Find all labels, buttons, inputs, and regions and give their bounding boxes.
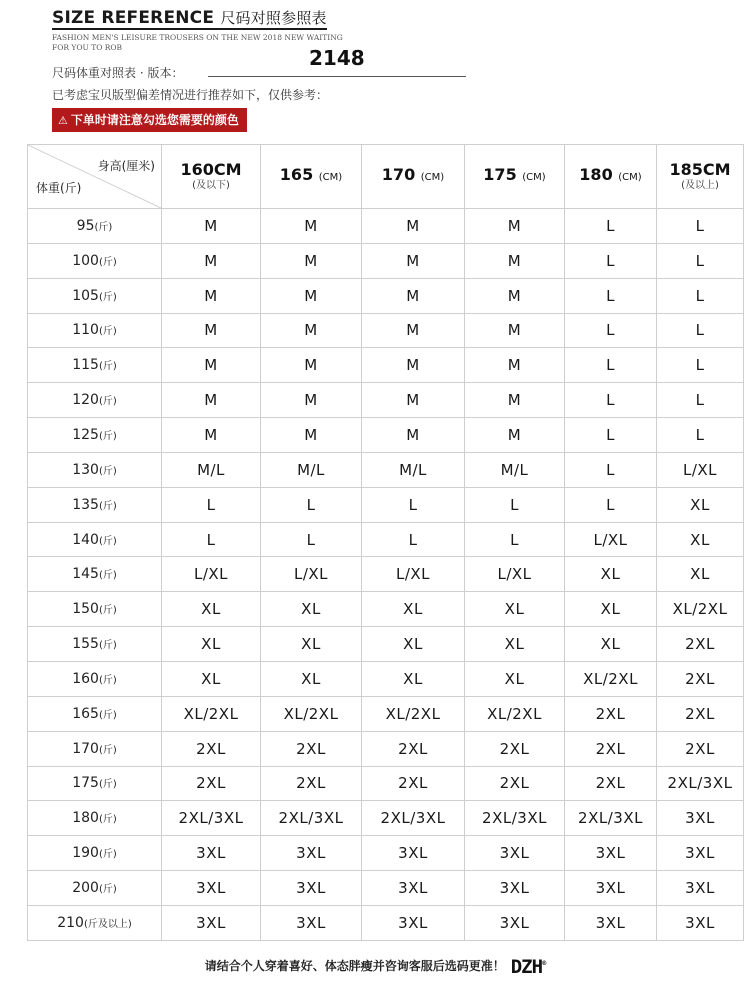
table-row [28,278,744,313]
size-cell: M [362,313,465,348]
height-header-0 [162,145,261,209]
size-cell: M [162,278,261,313]
size-cell: M [162,348,261,383]
weight-cell [28,487,162,522]
size-cell: L [565,209,657,244]
weight-unit: (斤) [98,605,117,617]
weight-unit: (斤) [98,430,117,442]
weight-cell [28,557,162,592]
weight-cell [28,452,162,487]
weight-cell [28,836,162,871]
size-cell: 2XL/3XL [465,801,565,836]
size-cell: XL/2XL [465,696,565,731]
size-cell: XL/2XL [657,592,744,627]
size-cell: 3XL [261,871,362,906]
weight-unit: (斤) [98,640,117,652]
size-cell: XL [657,557,744,592]
size-cell: 3XL [565,905,657,940]
weight-unit: (斤) [98,849,117,861]
size-cell: 3XL [162,871,261,906]
height-value [465,166,564,187]
size-cell: M/L [261,452,362,487]
height-unit: (CM) [420,172,445,183]
size-cell: 2XL [465,766,565,801]
weight-cell [28,278,162,313]
height-header-2 [362,145,465,209]
size-cell: M [465,348,565,383]
size-cell: M [261,348,362,383]
weight-cell [28,522,162,557]
weight-value: 150 [72,601,99,618]
footer [0,956,750,978]
size-cell: 3XL [261,905,362,940]
weight-value: 155 [72,636,99,653]
size-cell: M [261,383,362,418]
size-cell: M [465,243,565,278]
size-cell: 2XL [657,696,744,731]
size-cell: M [362,278,465,313]
subtitle: FASHION MEN'S LEISURE TROUSERS ON THE NEW 2018 NEW WAITING FOR YOU TO ROB [52,33,343,52]
size-cell: XL [261,592,362,627]
size-cell: L/XL [465,557,565,592]
footer-note: 请结合个人穿着喜好、体态胖瘦并咨询客服后选码更准！ [204,959,505,973]
height-header-4 [565,145,657,209]
size-cell: M [261,278,362,313]
height-number: 165 [279,165,314,184]
weight-unit: (斤) [98,256,117,268]
size-cell: L [565,243,657,278]
weight-value: 165 [72,705,99,722]
size-cell: 3XL [565,871,657,906]
size-cell: M [261,313,362,348]
brand-logo [511,956,546,978]
height-header-1 [261,145,362,209]
size-cell: 3XL [362,871,465,906]
size-cell: M [261,418,362,453]
height-qualifier: (及以下) [192,180,230,191]
size-cell: XL [261,661,362,696]
size-cell: M [362,348,465,383]
size-cell: 2XL [162,766,261,801]
weight-cell [28,383,162,418]
size-cell: 2XL/3XL [162,801,261,836]
size-cell: M [465,278,565,313]
size-cell: M [362,383,465,418]
size-cell: XL [657,487,744,522]
size-cell: L [657,313,744,348]
table-row [28,766,744,801]
size-cell: 2XL [565,696,657,731]
size-cell: 3XL [162,905,261,940]
size-cell: XL [362,661,465,696]
diagonal-divider [28,145,161,208]
weight-value: 120 [72,392,99,409]
version-underline [208,76,466,77]
version-number: 2148 [309,46,365,70]
size-cell: 3XL [465,871,565,906]
size-cell: L [565,383,657,418]
table-row [28,243,744,278]
size-cell: L [465,522,565,557]
size-cell: L [362,487,465,522]
weight-unit: (斤) [98,535,117,547]
size-cell: M [362,209,465,244]
table-row [28,383,744,418]
weight-unit: (斤) [98,570,117,582]
size-cell: M [162,383,261,418]
size-cell: 2XL [565,766,657,801]
size-cell: 2XL [162,731,261,766]
logo-text: DZH [510,956,543,978]
table-row [28,452,744,487]
size-cell: M/L [465,452,565,487]
table-row [28,905,744,940]
size-cell: 2XL/3XL [362,801,465,836]
size-cell: L [465,487,565,522]
size-cell: XL [465,592,565,627]
size-cell: XL/2XL [565,661,657,696]
weight-value: 190 [72,845,99,862]
size-cell: 2XL/3XL [657,766,744,801]
size-cell: M [465,383,565,418]
size-cell: 2XL [657,627,744,662]
weight-value: 175 [72,775,99,792]
size-cell: 2XL [465,731,565,766]
height-unit: (CM) [522,172,546,183]
table-row [28,731,744,766]
weight-value: 200 [72,879,99,896]
table-row [28,522,744,557]
height-header-5 [657,145,744,209]
size-cell: M [362,418,465,453]
size-cell: L [162,522,261,557]
weight-value: 170 [72,740,99,757]
size-cell: L [162,487,261,522]
table-row [28,871,744,906]
title-block [52,8,452,53]
table-row [28,801,744,836]
size-cell: L [657,383,744,418]
weight-value: 110 [72,322,99,339]
size-cell: M/L [362,452,465,487]
size-cell: L [565,313,657,348]
table-row [28,313,744,348]
weight-unit: (斤) [98,674,117,686]
size-cell: XL [465,627,565,662]
table-row [28,627,744,662]
size-cell: XL [565,592,657,627]
size-cell: M [261,243,362,278]
weight-cell [28,627,162,662]
size-cell: M [261,209,362,244]
weight-cell [28,348,162,383]
height-value [657,161,743,179]
size-cell: 3XL [657,801,744,836]
size-cell: M [162,243,261,278]
size-cell: M [465,418,565,453]
weight-cell [28,661,162,696]
size-cell: M [465,313,565,348]
size-chart-table [27,144,744,941]
height-number: 160CM [180,160,242,179]
size-cell: XL [565,627,657,662]
size-cell: XL/2XL [162,696,261,731]
size-cell: L [657,278,744,313]
page-title [52,8,327,30]
weight-unit: (斤) [98,744,117,756]
table-row [28,348,744,383]
color-warning-banner [52,108,247,132]
size-cell: XL [465,661,565,696]
size-cell: 2XL [261,766,362,801]
size-cell: 3XL [362,836,465,871]
height-unit: (CM) [318,172,343,183]
weight-cell [28,696,162,731]
weight-axis-label: 体重(斤) [36,181,82,195]
weight-unit: (斤) [98,291,117,303]
size-cell: 3XL [565,836,657,871]
size-cell: 3XL [657,836,744,871]
weight-unit: (斤) [98,396,117,408]
size-cell: 3XL [465,905,565,940]
size-cell: L [565,278,657,313]
size-cell: L/XL [362,557,465,592]
weight-cell [28,801,162,836]
title-english: SIZE REFERENCE [52,8,215,28]
size-cell: L [261,487,362,522]
weight-value: 160 [72,670,99,687]
size-cell: L [261,522,362,557]
warning-triangle-icon: ⚠ [58,114,68,127]
height-number: 170 [381,165,416,184]
weight-cell [28,418,162,453]
weight-cell [28,209,162,244]
weight-value: 115 [72,357,99,374]
weight-value: 95 [76,217,95,234]
size-cell: 3XL [362,905,465,940]
size-cell: 2XL [565,731,657,766]
weight-value: 145 [72,566,99,583]
size-cell: M [162,313,261,348]
size-cell: XL/2XL [362,696,465,731]
size-cell: L [657,348,744,383]
size-cell: XL [657,522,744,557]
size-cell: XL [162,627,261,662]
corner-header [28,145,162,209]
size-cell: L [657,209,744,244]
warning-text: 下单时请注意勾选您需要的颜色 [70,113,239,127]
weight-unit: (斤) [98,326,117,338]
weight-value: 125 [72,426,99,443]
table-row [28,209,744,244]
weight-unit: (斤) [98,465,117,477]
size-cell: L/XL [162,557,261,592]
table-row [28,836,744,871]
height-value [362,166,464,187]
weight-cell [28,243,162,278]
weight-cell [28,766,162,801]
weight-unit: (斤) [98,500,117,512]
height-number: 175 [483,165,517,184]
table-row [28,592,744,627]
size-cell: L [565,487,657,522]
title-chinese: 尺码对照参照表 [220,9,327,27]
size-cell: XL [162,592,261,627]
height-value [162,161,260,179]
height-header-row [28,145,744,209]
version-label: 尺码体重对照表 · 版本： [52,66,184,80]
size-cell: M/L [162,452,261,487]
size-cell: M [362,243,465,278]
weight-unit: (斤) [98,361,117,373]
size-cell: L [565,348,657,383]
size-cell: L [565,418,657,453]
weight-unit: (斤) [98,883,117,895]
size-cell: 2XL [362,766,465,801]
size-cell: 2XL/3XL [565,801,657,836]
weight-value: 180 [72,810,99,827]
size-cell: 3XL [465,836,565,871]
size-cell: XL [162,661,261,696]
size-cell: XL [362,627,465,662]
weight-unit: (斤) [98,709,117,721]
size-cell: 2XL/3XL [261,801,362,836]
weight-cell [28,313,162,348]
size-cell: XL [362,592,465,627]
height-number: 180 [579,165,613,184]
weight-cell [28,731,162,766]
height-qualifier: (及以上) [681,180,719,191]
size-cell: L [565,452,657,487]
size-cell: XL [261,627,362,662]
size-cell: L/XL [261,557,362,592]
height-value [565,166,656,187]
registered-mark: ® [542,959,546,968]
weight-value: 105 [72,287,99,304]
table-row [28,696,744,731]
weight-unit: (斤及以上) [83,918,132,930]
height-unit: (CM) [618,172,642,183]
size-chart-body [28,209,744,941]
weight-unit: (斤) [98,814,117,826]
size-cell: L/XL [657,452,744,487]
size-cell: 2XL [657,731,744,766]
size-cell: 2XL [657,661,744,696]
weight-cell [28,592,162,627]
height-value [261,166,361,187]
size-cell: 2XL [261,731,362,766]
weight-value: 130 [72,461,99,478]
size-cell: L [362,522,465,557]
height-number: 185CM [669,160,731,179]
table-row [28,418,744,453]
table-row [28,557,744,592]
size-cell: L [657,418,744,453]
size-cell: M [162,418,261,453]
weight-value: 100 [72,252,99,269]
height-axis-label: 身高(厘米) [97,159,155,173]
weight-unit: (斤) [98,779,117,791]
size-cell: L [657,243,744,278]
weight-value: 140 [72,531,99,548]
size-cell: 3XL [657,871,744,906]
table-row [28,661,744,696]
weight-cell [28,871,162,906]
height-header-3 [465,145,565,209]
size-cell: XL [565,557,657,592]
size-cell: XL/2XL [261,696,362,731]
size-cell: M [162,209,261,244]
weight-cell [28,905,162,940]
weight-value: 135 [72,496,99,513]
size-cell: 3XL [657,905,744,940]
size-cell: L/XL [565,522,657,557]
weight-value: 210 [57,914,84,931]
size-cell: 3XL [261,836,362,871]
size-cell: M [465,209,565,244]
table-row [28,487,744,522]
recommendation-note: 已考虑宝贝版型偏差情况进行推荐如下，仅供参考： [52,88,329,102]
weight-unit: (斤) [94,221,113,233]
size-cell: 3XL [162,836,261,871]
size-cell: 2XL [362,731,465,766]
